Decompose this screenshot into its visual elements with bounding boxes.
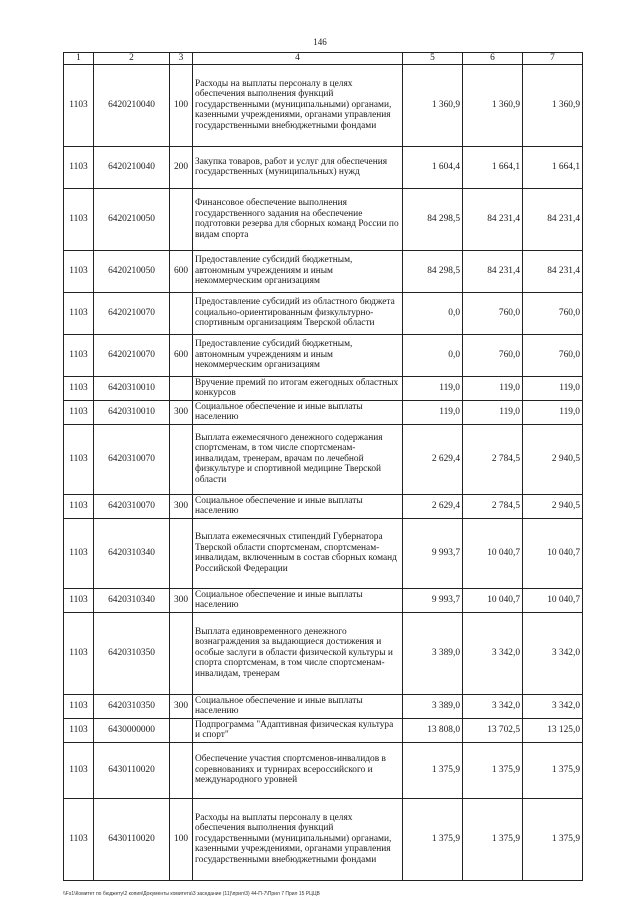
expense-name: Предоставление субсидий из областного бюджета социально-ориентированным физкультурно-спортивным организациям Тверской области	[193, 292, 403, 334]
target-article-code: 6420310070	[94, 494, 170, 518]
amount-col5: 119,0	[403, 376, 463, 400]
amount-col7: 119,0	[523, 400, 583, 424]
amount-col6: 760,0	[463, 334, 523, 376]
amount-col5: 84 298,5	[403, 250, 463, 292]
budget-code: 1103	[64, 612, 94, 694]
column-header: 2	[94, 53, 170, 65]
table-row	[64, 400, 583, 424]
target-article-code: 6430110020	[94, 798, 170, 880]
amount-col7: 2 940,5	[523, 424, 583, 494]
budget-code: 1103	[64, 742, 94, 798]
table-row	[64, 334, 583, 376]
expense-type-code	[170, 424, 193, 494]
amount-col5: 0,0	[403, 292, 463, 334]
table-row	[64, 718, 583, 742]
expense-name: Предоставление субсидий бюджетным, автономным учреждениям и иным некоммерческим организациям	[193, 250, 403, 292]
table-row	[64, 518, 583, 588]
budget-code: 1103	[64, 798, 94, 880]
amount-col6: 84 231,4	[463, 250, 523, 292]
amount-col5: 9 993,7	[403, 588, 463, 612]
budget-code: 1103	[64, 376, 94, 400]
amount-col5: 1 375,9	[403, 798, 463, 880]
target-article-code: 6420210050	[94, 188, 170, 250]
amount-col6: 760,0	[463, 292, 523, 334]
target-article-code: 6420210070	[94, 334, 170, 376]
budget-code: 1103	[64, 718, 94, 742]
amount-col7: 119,0	[523, 376, 583, 400]
table-row	[64, 612, 583, 694]
expense-name: Социальное обеспечение и иные выплаты населению	[193, 694, 403, 718]
amount-col7: 1 375,9	[523, 742, 583, 798]
column-header: 6	[463, 53, 523, 65]
amount-col7: 10 040,7	[523, 588, 583, 612]
amount-col5: 119,0	[403, 400, 463, 424]
amount-col6: 3 342,0	[463, 694, 523, 718]
column-header: 5	[403, 53, 463, 65]
footer-file-path: \\Fs1\Комитет по бюджету\2 копия\Документы комитета\3 заседание (11)\прил\3) 44-П-7\Прил 7 Прил 15 РЦЦВ	[63, 891, 320, 897]
budget-code: 1103	[64, 146, 94, 188]
amount-col5: 2 629,4	[403, 424, 463, 494]
expense-type-code	[170, 612, 193, 694]
amount-col7: 1 664,1	[523, 146, 583, 188]
expense-name: Вручение премий по итогам ежегодных областных конкурсов	[193, 376, 403, 400]
column-header: 4	[193, 53, 403, 65]
expense-type-code: 100	[170, 64, 193, 146]
expense-type-code: 100	[170, 798, 193, 880]
table-row	[64, 494, 583, 518]
amount-col7: 10 040,7	[523, 518, 583, 588]
table-row	[64, 292, 583, 334]
expense-name: Социальное обеспечение и иные выплаты населению	[193, 494, 403, 518]
target-article-code: 6420210040	[94, 146, 170, 188]
budget-code: 1103	[64, 250, 94, 292]
expense-type-code: 200	[170, 146, 193, 188]
amount-col5: 3 389,0	[403, 612, 463, 694]
amount-col6: 1 360,9	[463, 64, 523, 146]
budget-code: 1103	[64, 518, 94, 588]
amount-col7: 13 125,0	[523, 718, 583, 742]
expense-name: Социальное обеспечение и иные выплаты населению	[193, 400, 403, 424]
table-row	[64, 188, 583, 250]
expense-name: Финансовое обеспечение выполнения государственного задания на обеспечение подготовки резерва для сборных команд России по видам спорта	[193, 188, 403, 250]
target-article-code: 6420210070	[94, 292, 170, 334]
expense-name: Выплата единовременного денежного вознаграждения за выдающиеся достижения и особые заслуги в области физической культуры и спорта спортсменам, в том числе спортсменам-инвалидам, тренерам	[193, 612, 403, 694]
table-row	[64, 742, 583, 798]
amount-col7: 760,0	[523, 334, 583, 376]
amount-col7: 84 231,4	[523, 250, 583, 292]
expense-type-code: 300	[170, 588, 193, 612]
target-article-code: 6420310350	[94, 694, 170, 718]
table-row	[64, 694, 583, 718]
amount-col5: 3 389,0	[403, 694, 463, 718]
target-article-code: 6420310340	[94, 588, 170, 612]
table-row	[64, 588, 583, 612]
amount-col6: 119,0	[463, 376, 523, 400]
amount-col5: 1 375,9	[403, 742, 463, 798]
amount-col7: 1 360,9	[523, 64, 583, 146]
expense-type-code	[170, 518, 193, 588]
amount-col5: 13 808,0	[403, 718, 463, 742]
amount-col6: 1 375,9	[463, 798, 523, 880]
budget-code: 1103	[64, 424, 94, 494]
target-article-code: 6420210040	[94, 64, 170, 146]
budget-table	[63, 52, 583, 881]
budget-code: 1103	[64, 188, 94, 250]
amount-col6: 1 664,1	[463, 146, 523, 188]
target-article-code: 6420310350	[94, 612, 170, 694]
expense-name: Расходы на выплаты персоналу в целях обеспечения выполнения функций государственными (муниципальными) органами, казенными учреждениями, органами управления государственными внебюджетными фондами	[193, 798, 403, 880]
expense-name: Расходы на выплаты персоналу в целях обеспечения выполнения функций государственными (муниципальными) органами, казенными учреждениями, органами управления государственными внебюджетными фондами	[193, 64, 403, 146]
expense-type-code	[170, 376, 193, 400]
budget-code: 1103	[64, 494, 94, 518]
page-number: 146	[313, 37, 327, 47]
header-row	[64, 53, 583, 65]
budget-code: 1103	[64, 588, 94, 612]
table-row	[64, 64, 583, 146]
expense-type-code	[170, 718, 193, 742]
expense-type-code	[170, 188, 193, 250]
amount-col6: 1 375,9	[463, 742, 523, 798]
amount-col6: 10 040,7	[463, 518, 523, 588]
budget-code: 1103	[64, 400, 94, 424]
amount-col7: 2 940,5	[523, 494, 583, 518]
budget-code: 1103	[64, 64, 94, 146]
expense-type-code: 300	[170, 400, 193, 424]
expense-name: Обеспечение участия спортсменов-инвалидов в соревнованиях и турнирах всероссийского и международного уровней	[193, 742, 403, 798]
table-row	[64, 424, 583, 494]
expense-name: Социальное обеспечение и иные выплаты населению	[193, 588, 403, 612]
expense-type-code	[170, 742, 193, 798]
table-row	[64, 376, 583, 400]
amount-col5: 9 993,7	[403, 518, 463, 588]
amount-col5: 2 629,4	[403, 494, 463, 518]
expense-type-code: 300	[170, 694, 193, 718]
amount-col6: 10 040,7	[463, 588, 523, 612]
expense-type-code: 300	[170, 494, 193, 518]
column-header: 3	[170, 53, 193, 65]
expense-type-code: 600	[170, 250, 193, 292]
amount-col6: 84 231,4	[463, 188, 523, 250]
target-article-code: 6420310070	[94, 424, 170, 494]
budget-code: 1103	[64, 334, 94, 376]
expense-name: Выплата ежемесячного денежного содержания спортсменам, в том числе спортсменам-инвалидам, тренерам, врачам по лечебной физкультуре и спортивной медицине Тверской области	[193, 424, 403, 494]
amount-col5: 1 360,9	[403, 64, 463, 146]
amount-col6: 119,0	[463, 400, 523, 424]
expense-name: Подпрограмма "Адаптивная физическая культура и спорт"	[193, 718, 403, 742]
amount-col5: 84 298,5	[403, 188, 463, 250]
target-article-code: 6420210050	[94, 250, 170, 292]
expense-type-code	[170, 292, 193, 334]
table-row	[64, 250, 583, 292]
table-row	[64, 798, 583, 880]
expense-name: Предоставление субсидий бюджетным, автономным учреждениям и иным некоммерческим организациям	[193, 334, 403, 376]
expense-name: Выплата ежемесячных стипендий Губернатора Тверской области спортсменам, спортсменам-инвалидам, включенным в состав сборных команд Российской Федерации	[193, 518, 403, 588]
amount-col7: 84 231,4	[523, 188, 583, 250]
table-row	[64, 146, 583, 188]
column-header: 1	[64, 53, 94, 65]
expense-type-code: 600	[170, 334, 193, 376]
amount-col5: 1 604,4	[403, 146, 463, 188]
amount-col7: 3 342,0	[523, 612, 583, 694]
amount-col6: 2 784,5	[463, 494, 523, 518]
amount-col5: 0,0	[403, 334, 463, 376]
target-article-code: 6420310010	[94, 400, 170, 424]
amount-col7: 3 342,0	[523, 694, 583, 718]
target-article-code: 6420310010	[94, 376, 170, 400]
budget-code: 1103	[64, 694, 94, 718]
amount-col6: 3 342,0	[463, 612, 523, 694]
column-header: 7	[523, 53, 583, 65]
target-article-code: 6430110020	[94, 742, 170, 798]
amount-col6: 2 784,5	[463, 424, 523, 494]
target-article-code: 6430000000	[94, 718, 170, 742]
amount-col7: 760,0	[523, 292, 583, 334]
amount-col7: 1 375,9	[523, 798, 583, 880]
budget-code: 1103	[64, 292, 94, 334]
target-article-code: 6420310340	[94, 518, 170, 588]
amount-col6: 13 702,5	[463, 718, 523, 742]
expense-name: Закупка товаров, работ и услуг для обеспечения государственных (муниципальных) нужд	[193, 146, 403, 188]
